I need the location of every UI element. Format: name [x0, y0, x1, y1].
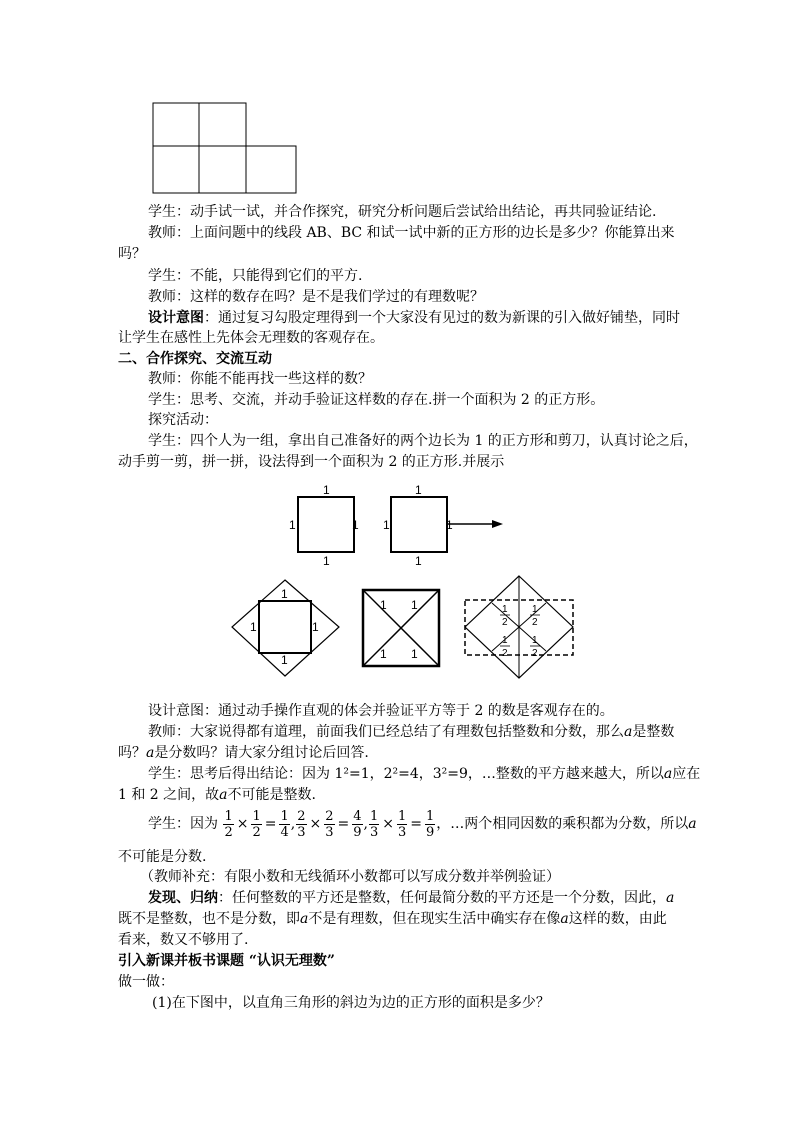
label-one: 1: [323, 483, 330, 497]
dialogue-teacher-1-cont: 吗？: [118, 246, 146, 262]
dialogue-student-2: 学生：不能，只能得到它们的平方.: [148, 268, 363, 284]
label-one: 1: [250, 620, 257, 634]
conclusion-cont-2: 看来，数又不够用了.: [118, 932, 249, 948]
label-one: 1: [281, 587, 288, 601]
dialogue-teacher-1: 教师：上面问题中的线段 AB、BC 和试一试中新的正方形的边长是多少？你能算出来: [148, 225, 675, 241]
dialogue-student-6: 学生：因为 $\frac{1}{2}$ × $\frac{1}{2}$ = $\frac{1}{4}$ , $\frac{2}{3}$ × $\frac{2}{3}$ = $\frac{4}{9}$ , $\frac{1}{3}$ × $\frac{1}{3}$ = $\frac{1}{9}$ ，…两个相同因数的乘积都为分数，所以a: [148, 808, 697, 840]
design-intent-1: 设计意图：通过复习勾股定理得到一个大家没有见过的数为新课的引入做好铺垫，同时: [148, 310, 680, 326]
dialogue-student-1: 学生：动手试一试，并合作探究，研究分析问题后尝试给出结论，再共同验证结论.: [148, 204, 657, 220]
half-num: 1: [502, 635, 508, 646]
dialogue-teacher-4-cont: 吗？a是分数吗？请大家分组讨论后回答.: [118, 745, 369, 761]
teacher-supplement: （教师补充：有限小数和无线循环小数都可以写成分数并举例验证）: [140, 869, 560, 885]
label-one: 1: [383, 518, 390, 532]
dialogue-teacher-2: 教师：这样的数存在吗？是不是我们学过的有理数呢？: [148, 289, 484, 305]
label-one: 1: [323, 554, 330, 568]
half-den: 2: [502, 648, 508, 659]
dialogue-teacher-3: 教师：你能不能再找一些这样的数？: [148, 371, 372, 387]
label-one: 1: [312, 620, 319, 634]
dialogue-student-4-cont: 动手剪一剪，拼一拼，设法得到一个面积为 2 的正方形.并展示: [118, 454, 505, 470]
half-den: 2: [532, 648, 538, 659]
half-num: 1: [532, 635, 538, 646]
label-one: 1: [380, 598, 387, 612]
dialogue-teacher-4: 教师：大家说得都有道理，前面我们已经总结了有理数包括整数和分数，那么a是整数: [148, 724, 675, 740]
question-1: (1)在下图中，以直角三角形的斜边为边的正方形的面积是多少？: [152, 995, 550, 1011]
section-heading-2: 二、合作探究、交流互动: [118, 351, 272, 367]
label-one: 1: [411, 647, 418, 661]
design-intent-2: 设计意图：通过动手操作直观的体会并验证平方等于 2 的数是客观存在的。: [148, 703, 614, 719]
conclusion: 发现、归纳：任何整数的平方还是整数，任何最简分数的平方还是一个分数，因此，a: [148, 890, 675, 906]
half-num: 1: [502, 604, 508, 615]
dialogue-student-5: 学生：思考后得出结论：因为 1²=1，2²=4，3²=9，…整数的平方越来越大，所以a应在: [148, 766, 701, 782]
dialogue-student-5-cont: 1 和 2 之间，故a不可能是整数.: [118, 787, 316, 803]
label-one: 1: [415, 483, 422, 497]
label-one: 1: [352, 518, 359, 532]
dialogue-student-4: 学生：四个人为一组，拿出自己准备好的两个边长为 1 的正方形和剪刀，认真讨论之后，: [148, 433, 698, 449]
square-diagram: [0, 478, 794, 693]
half-den: 2: [502, 617, 508, 628]
grid-figure: [0, 0, 794, 200]
half-num: 1: [532, 604, 538, 615]
label-one: 1: [415, 554, 422, 568]
dialogue-student-6-cont: 不可能是分数.: [118, 849, 207, 865]
try-it-label: 做一做：: [118, 974, 174, 990]
label-one: 1: [411, 598, 418, 612]
label-one: 1: [289, 518, 296, 532]
section-heading-3: 引入新课并板书课题 “认识无理数”: [118, 953, 335, 969]
label-one: 1: [281, 653, 288, 667]
design-intent-1-cont: 让学生在感性上先体会无理数的客观存在。: [118, 330, 384, 346]
conclusion-cont-1: 既不是整数，也不是分数，即a不是有理数，但在现实生活中确实存在像a这样的数，由此: [118, 911, 667, 927]
activity-label: 探究活动：: [148, 412, 218, 428]
label-one: 1: [380, 647, 387, 661]
label-one: 1: [446, 518, 453, 532]
half-den: 2: [532, 617, 538, 628]
dialogue-student-3: 学生：思考、交流，并动手验证这样数的存在.拼一个面积为 2 的正方形。: [148, 392, 605, 408]
